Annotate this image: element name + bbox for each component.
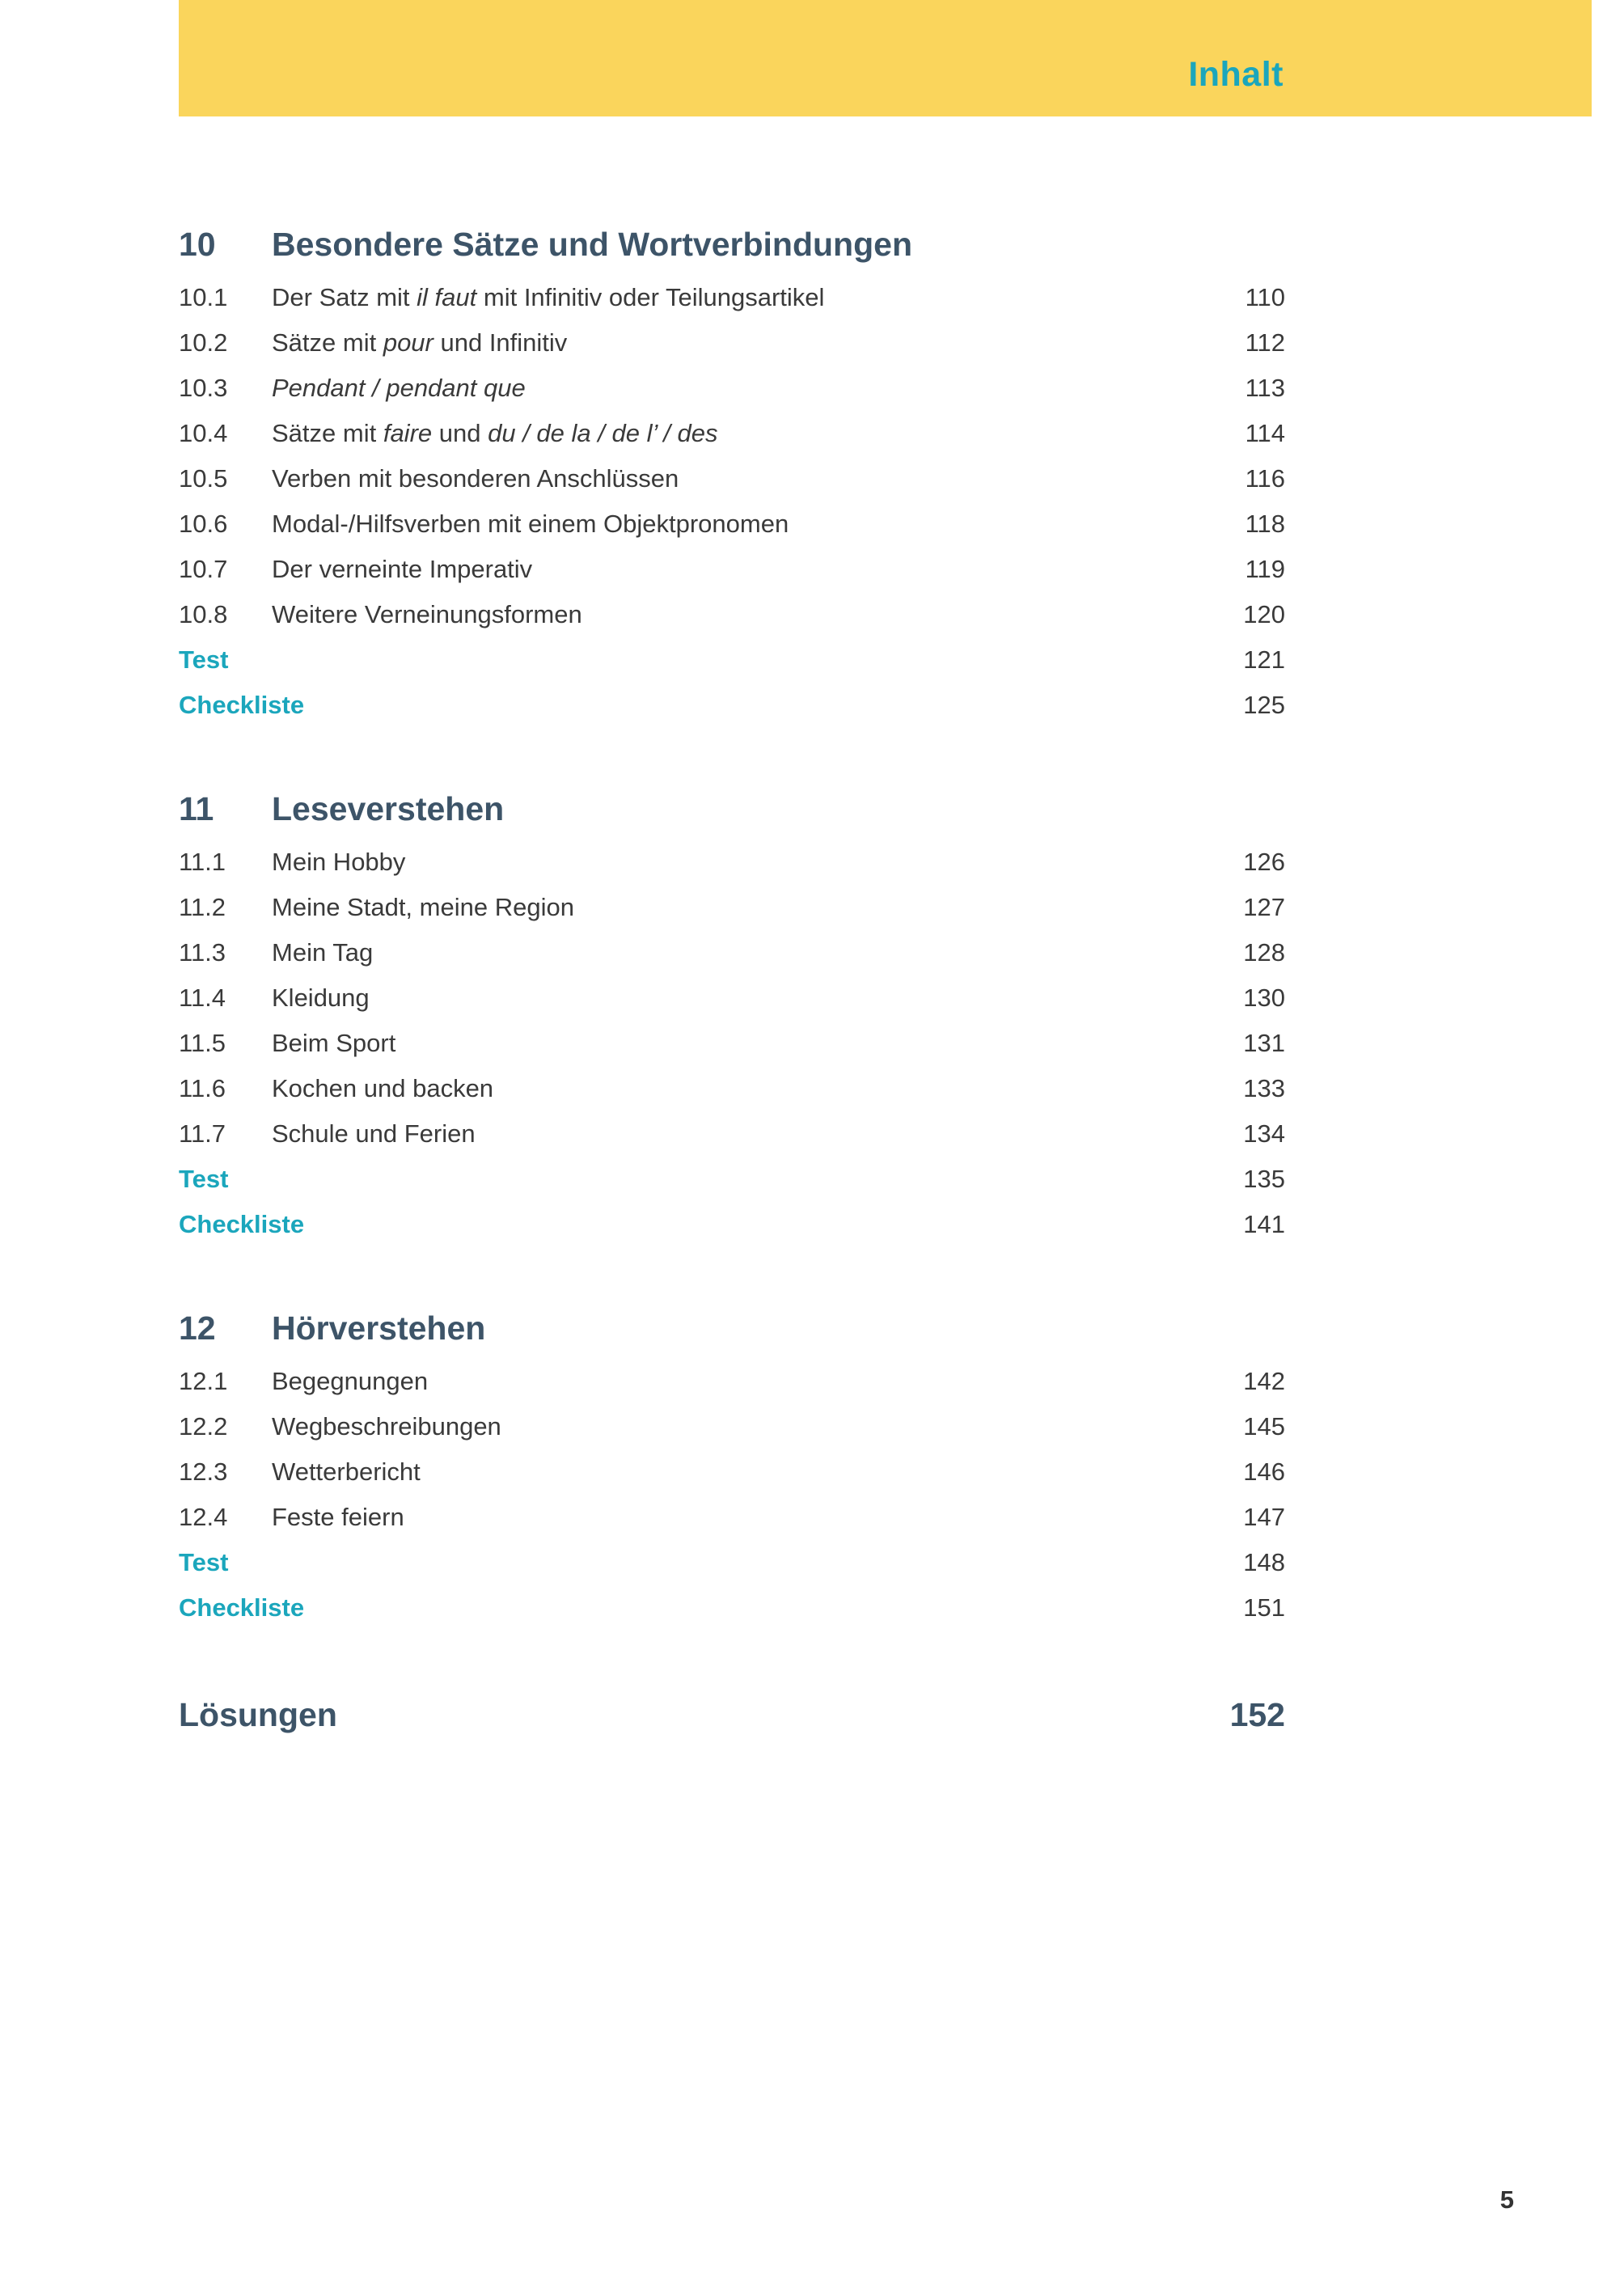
toc-entry [179, 1404, 1285, 1449]
entry-page-number: 120 [1243, 600, 1285, 628]
extra-label: Test [179, 645, 229, 674]
toc-entry [179, 885, 1285, 930]
toc-entry [179, 501, 1285, 547]
entry-number: 10.2 [179, 328, 228, 357]
entry-title: Sätze mit pour und Infinitiv [272, 328, 568, 357]
entry-title: Modal-/Hilfsverben mit einem Objektpronomen [272, 510, 789, 538]
entry-page-number: 151 [1243, 1593, 1285, 1622]
entry-title: Der verneinte Imperativ [272, 555, 533, 583]
entry-title: Feste feiern [272, 1503, 404, 1531]
entry-title: Mein Hobby [272, 848, 406, 876]
toc-entry [179, 840, 1285, 885]
entry-number: 11.5 [179, 1029, 226, 1057]
toc-entry [179, 592, 1285, 637]
entry-page-number: 146 [1243, 1457, 1285, 1486]
entry-page-number: 148 [1243, 1548, 1285, 1576]
section-number: 10 [179, 226, 216, 263]
extra-label: Checkliste [179, 691, 305, 719]
entry-number: 10.3 [179, 374, 228, 402]
entry-title: Sätze mit faire und du / de la / de l’ / des [272, 419, 718, 447]
extra-label: Test [179, 1165, 229, 1193]
section-title: Besondere Sätze und Wortverbindungen [272, 226, 912, 263]
entry-page-number: 145 [1243, 1412, 1285, 1441]
entry-number: 11.7 [179, 1119, 226, 1148]
entry-number: 10.8 [179, 600, 228, 628]
section-heading [179, 1309, 1285, 1347]
entry-title: Mein Tag [272, 938, 374, 967]
section-number: 12 [179, 1309, 216, 1347]
entry-title: Pendant / pendant que [272, 374, 526, 402]
entry-page-number: 142 [1243, 1367, 1285, 1395]
section-heading [179, 789, 1285, 828]
entry-page-number: 133 [1243, 1074, 1285, 1102]
toc-sections [179, 225, 1285, 1631]
entry-page-number: 114 [1245, 419, 1285, 447]
toc-extra-entry [179, 1540, 1285, 1585]
entry-title: Kleidung [272, 984, 370, 1012]
toc-entry [179, 1021, 1285, 1066]
entry-title: Wegbeschreibungen [272, 1412, 501, 1441]
toc-entry [179, 975, 1285, 1021]
entry-page-number: 134 [1243, 1119, 1285, 1148]
entry-number: 11.1 [179, 848, 226, 876]
entry-number: 12.2 [179, 1412, 228, 1441]
toc-extra-entry [179, 1585, 1285, 1631]
entry-page-number: 119 [1245, 555, 1285, 583]
entry-number: 10.5 [179, 464, 228, 493]
toc-entry [179, 547, 1285, 592]
extra-label: Test [179, 1548, 229, 1576]
entry-page-number: 127 [1243, 893, 1285, 921]
toc-entry [179, 411, 1285, 456]
extra-label: Checkliste [179, 1593, 305, 1622]
entry-number: 12.3 [179, 1457, 228, 1486]
section-title: Leseverstehen [272, 790, 505, 827]
entry-title: Schule und Ferien [272, 1119, 476, 1148]
entry-page-number: 128 [1243, 938, 1285, 967]
toc-entry [179, 320, 1285, 366]
entry-page-number: 147 [1243, 1503, 1285, 1531]
toc-entry [179, 456, 1285, 501]
section-title: Hörverstehen [272, 1309, 486, 1347]
entry-number: 12.1 [179, 1367, 228, 1395]
entry-page-number: 112 [1245, 328, 1285, 357]
footer-page-number: 5 [1499, 2185, 1514, 2214]
toc-entry [179, 275, 1285, 320]
toc-section [179, 1309, 1285, 1631]
entry-number: 10.1 [179, 283, 228, 311]
header-band [179, 0, 1592, 116]
entry-number: 11.3 [179, 938, 226, 967]
toc-extra-entry [179, 683, 1285, 728]
entry-title: Begegnungen [272, 1367, 429, 1395]
section-heading [179, 225, 1285, 264]
entry-number: 10.7 [179, 555, 228, 583]
toc-section [179, 789, 1285, 1247]
entry-page-number: 125 [1243, 691, 1285, 719]
entry-number: 10.6 [179, 510, 228, 538]
toc-entry [179, 1359, 1285, 1404]
solutions-row [179, 1692, 1285, 1737]
toc-content [179, 225, 1285, 1737]
entry-page-number: 130 [1243, 984, 1285, 1012]
entry-title: Wetterbericht [272, 1457, 421, 1486]
toc-entry [179, 1066, 1285, 1111]
toc-entry [179, 1111, 1285, 1157]
entry-title: Der Satz mit il faut mit Infinitiv oder Teilungsartikel [272, 283, 825, 311]
entry-number: 10.4 [179, 419, 228, 447]
page-title: Inhalt [1188, 54, 1284, 94]
entry-page-number: 116 [1245, 464, 1285, 493]
entry-page-number: 113 [1245, 374, 1285, 402]
toc-extra-entry [179, 1202, 1285, 1247]
toc-entry [179, 1495, 1285, 1540]
toc-entry [179, 366, 1285, 411]
entry-page-number: 126 [1243, 848, 1285, 876]
entry-page-number: 121 [1243, 645, 1285, 674]
extra-label: Checkliste [179, 1210, 305, 1238]
entry-number: 12.4 [179, 1503, 228, 1531]
entry-title: Beim Sport [272, 1029, 396, 1057]
solutions-label: Lösungen [179, 1695, 337, 1733]
entry-title: Verben mit besonderen Anschlüssen [272, 464, 679, 493]
toc-extra-entry [179, 1157, 1285, 1202]
entry-number: 11.4 [179, 984, 226, 1012]
entry-title: Kochen und backen [272, 1074, 494, 1102]
entry-title: Weitere Verneinungsformen [272, 600, 582, 628]
entry-page-number: 141 [1243, 1210, 1285, 1238]
entry-page-number: 110 [1245, 283, 1285, 311]
toc-extra-entry [179, 637, 1285, 683]
solutions-page-number: 152 [1229, 1695, 1285, 1733]
entry-page-number: 131 [1243, 1029, 1285, 1057]
entry-number: 11.2 [179, 893, 226, 921]
section-number: 11 [179, 790, 214, 827]
entry-page-number: 118 [1245, 510, 1285, 538]
toc-entry [179, 930, 1285, 975]
toc-section [179, 225, 1285, 728]
entry-page-number: 135 [1243, 1165, 1285, 1193]
entry-title: Meine Stadt, meine Region [272, 893, 574, 921]
entry-number: 11.6 [179, 1074, 226, 1102]
toc-entry [179, 1449, 1285, 1495]
